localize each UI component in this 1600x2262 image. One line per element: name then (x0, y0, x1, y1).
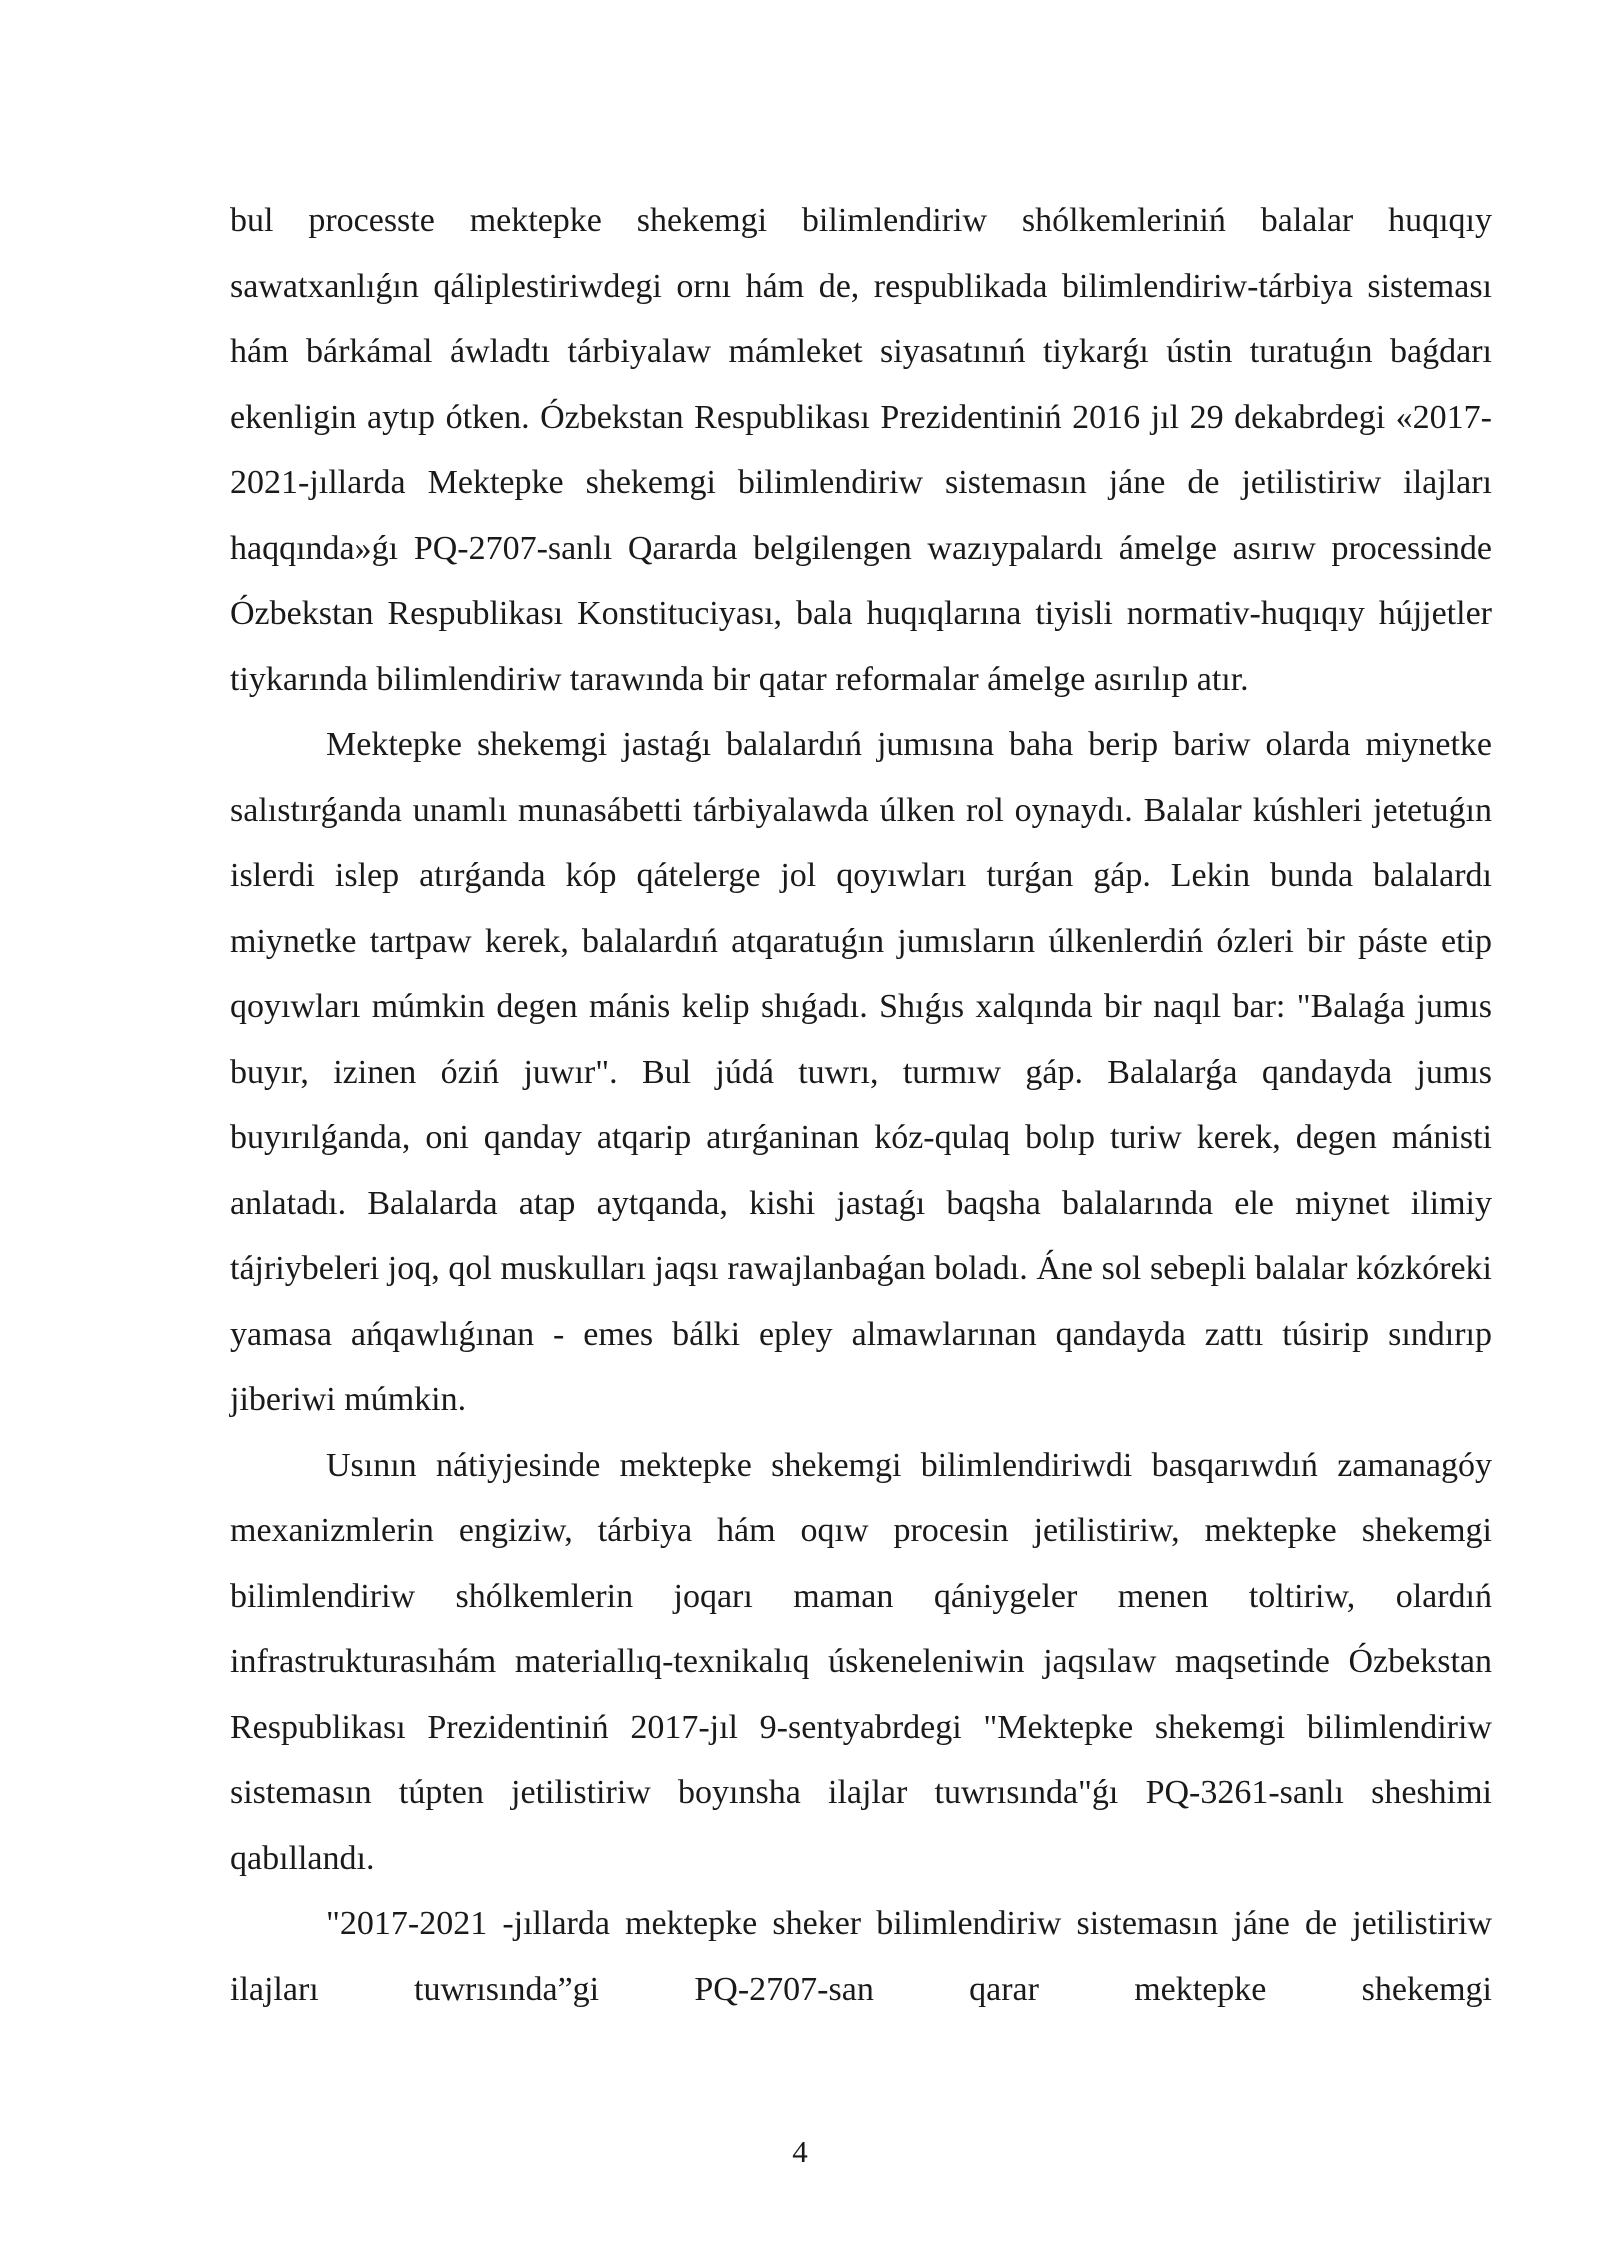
paragraph-child-labor: Mektepke shekemgi jastaǵı balalardıń jumısına baha berip bariw olarda miynetke salıstırǵanda unamlı munasábetti tárbiyalawda úlken rol oynaydı. Balalar kúshleri jetetuǵın islerdi islep atırǵanda kóp qátelerge jol qoyıwları turǵan gáp. Lekin bunda balalardı miynetke tartpaw kerek, balalardıń atqaratuǵın jumısların úlkenlerdiń ózleri bir páste etip qoyıwları múmkin degen mánis kelip shıǵadı. Shıǵıs xalqında bir naqıl bar: "Balaǵa jumıs buyır, izinen óziń juwır". Bul júdá tuwrı, turmıw gáp. Balalarǵa qandayda jumıs buyırılǵanda, oni qanday atqarip atırǵaninan kóz-qulaq bolıp turiw kerek, degen mánisti anlatadı. Balalarda atap aytqanda, kishi jastaǵı baqsha balalarında ele miynet ilimiy tájriybeleri joq, qol muskulları jaqsı rawajlanbaǵan boladı. Áne sol sebepli balalar kózkóreki yamasa ańqawlıǵınan - emes bálki epley almawlarınan qandayda zattı túsirip sındırıp jiberiwi múmkin. (230, 726, 1492, 1418)
page-number: 4 (792, 2134, 808, 2169)
paragraph-resolution-pq-2707: "2017-2021 -jıllarda mektepke sheker bilimlendiriw sistemasın jáne de jetilistiriw ilajları tuwrısında”gi PQ-2707-san qarar mektepke shekemgi (230, 1905, 1492, 2008)
document-body (230, 188, 1492, 2022)
paragraph-continuation: bul processte mektepke shekemgi bilimlendiriw shólkemleriniń balalar huqıqıy sawatxanlıǵın qáliplestiriwdegi ornı hám de, respublikada bilimlendiriw-tárbiya sisteması hám bárkámal áwladtı tárbiyalaw mámleket siyasatınıń tiykarǵı ústin turatuǵın baǵdarı ekenligin aytıp ótken. Ózbekstan Respublikası Prezidentiniń 2016 jıl 29 dekabrdegi «2017-2021-jıllarda Mektepke shekemgi bilimlendiriw sistemasın jáne de jetilistiriw ilajları haqqında»ǵı PQ-2707-sanlı Qararda belgilengen wazıypalardı ámelge asırıw processinde Ózbekstan Respublikası Konstituciyası, bala huqıqlarına tiyisli normativ-huqıqıy hújjetler tiykarında bilimlendiriw tarawında bir qatar reformalar ámelge asırılıp atır. (230, 202, 1492, 698)
paragraph-resolution-pq-3261: Usının nátiyjesinde mektepke shekemgi bilimlendiriwdi basqarıwdıń zamanagóy mexanizmlerin engiziw, tárbiya hám oqıw procesin jetilistiriw, mektepke shekemgi bilimlendiriw shólkemlerin joqarı maman qániygeler menen toltiriw, olardıń infrastrukturasıhám materiallıq-texnikalıq úskeneleniwin jaqsılaw maqsetinde Ózbekstan Respublikası Prezidentiniń 2017-jıl 9-sentyabrdegi "Mektepke shekemgi bilimlendiriw sistemasın túpten jetilistiriw boyınsha ilajlar tuwrısında"ǵı PQ-3261-sanlı sheshimi qabıllandı. (230, 1446, 1492, 1877)
